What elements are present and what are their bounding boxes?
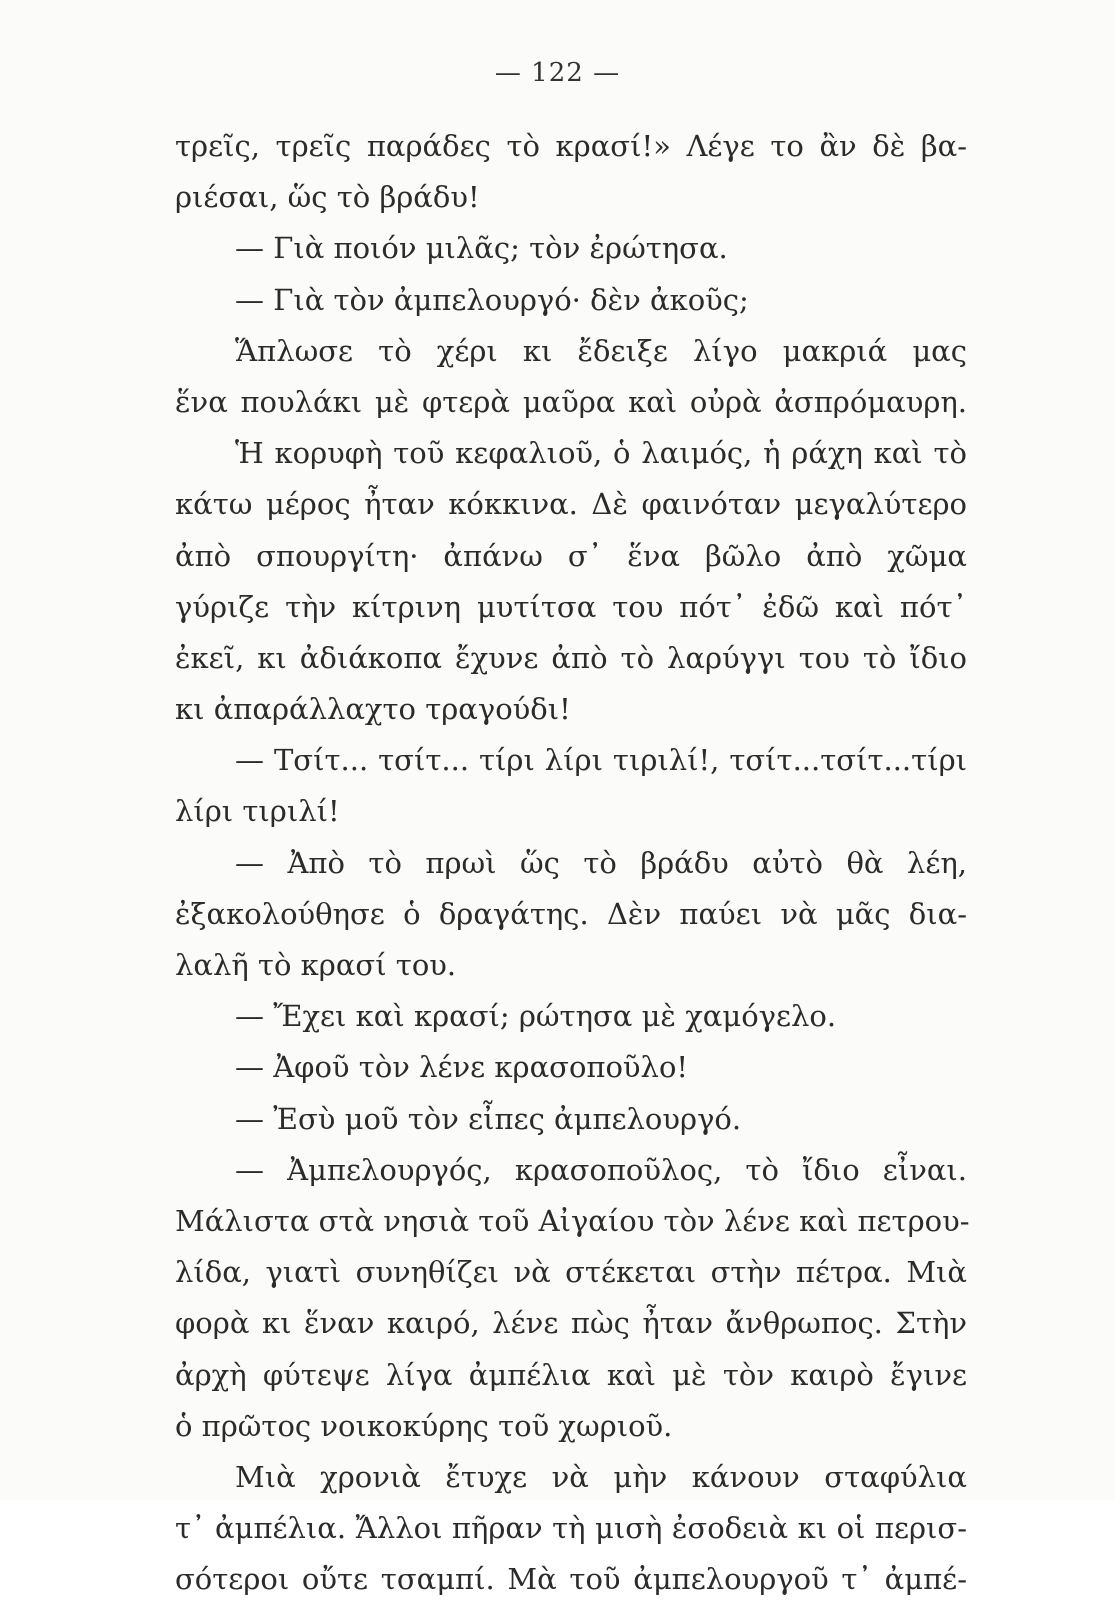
text-line: γύριζε τὴν κίτρινη μυτίτσα του πότ᾽ ἐδῶ καὶ πότ᾽: [175, 589, 967, 624]
dialog-line: — Ἀφοῦ τὸν λένε κρασοποῦλο!: [235, 1050, 689, 1085]
dialog-line: — Ἔχει καὶ κρασί; ρώτησα μὲ χαμόγελο.: [235, 999, 837, 1034]
text-line: κάτω μέρος ἦταν κόκκινα. Δὲ φαινόταν μεγαλύτερο: [175, 487, 967, 522]
text-line: κι ἀπαράλλαχτο τραγούδι!: [175, 692, 571, 727]
text-line: Μάλιστα στὰ νησιὰ τοῦ Αἰγαίου τὸν λένε καὶ πετρου-: [175, 1203, 970, 1238]
text-line: λίδα, γιατὶ συνηθίζει νὰ στέκεται στὴν πέτρα. Μιὰ: [175, 1255, 967, 1290]
text-line: ὁ πρῶτος νοικοκύρης τοῦ χωριοῦ.: [175, 1408, 673, 1443]
text-line: σότεροι οὔτε τσαμπί. Μὰ τοῦ ἀμπελουργοῦ τ᾽ ἀμπέ-: [175, 1562, 967, 1597]
dialog-line: — Ἀπὸ τὸ πρωὶ ὥς τὸ βράδυ αὐτὸ θὰ λέη,: [235, 845, 967, 880]
text-line: φορὰ κι ἕναν καιρό, λένε πὼς ἦταν ἄνθρωπος. Στὴν: [175, 1306, 967, 1341]
text-line: ἀπὸ σπουργίτη· ἀπάνω σ᾽ ἕνα βῶλο ἀπὸ χῶμα: [175, 538, 967, 573]
dialog-line: — Ἐσὺ μοῦ τὸν εἶπες ἀμπελουργό.: [235, 1101, 742, 1136]
text-line: λίρι τιριλί!: [175, 794, 340, 829]
dialog-line: — Γιὰ τὸν ἀμπελουργό· δὲν ἀκοῦς;: [235, 282, 749, 317]
dialog-line: — Ἀμπελουργός, κρασοποῦλος, τὸ ἴδιο εἶναι.: [235, 1152, 967, 1187]
dialog-line: — Γιὰ ποιόν μιλᾶς; τὸν ἐρώτησα.: [235, 231, 728, 266]
text-line: ριέσαι, ὥς τὸ βράδυ!: [175, 180, 480, 215]
text-line: ἐκεῖ, κι ἀδιάκοπα ἔχυνε ἀπὸ τὸ λαρύγγι του τὸ ἴδιο: [175, 640, 967, 675]
text-line: τ᾽ ἀμπέλια. Ἄλλοι πῆραν τὴ μισὴ ἐσοδειὰ κι οἱ περισ-: [175, 1511, 967, 1546]
text-line: Ἡ κορυφὴ τοῦ κεφαλιοῦ, ὁ λαιμός, ἡ ράχη καὶ τὸ: [235, 436, 967, 471]
text-line: ἀρχὴ φύτεψε λίγα ἀμπέλια καὶ μὲ τὸν καιρὸ ἔγινε: [175, 1357, 967, 1392]
body-text: [175, 126, 970, 1610]
dialog-line: — Τσίτ... τσίτ... τίρι λίρι τιριλί!, τσίτ...τσίτ...τίρι: [235, 743, 967, 778]
text-line: τρεῖς, τρεῖς παράδες τὸ κρασί!» Λέγε το ἂν δὲ βα-: [175, 129, 967, 163]
text-line: ἕνα πουλάκι μὲ φτερὰ μαῦρα καὶ οὐρὰ ἀσπρόμαυρη.: [175, 384, 967, 419]
text-line: λαλῆ τὸ κρασί του.: [175, 948, 457, 982]
text-line: Ἅπλωσε τὸ χέρι κι ἔδειξε λίγο μακριά μας: [235, 333, 967, 368]
text-line: Μιὰ χρονιὰ ἔτυχε νὰ μὴν κάνουν σταφύλια: [235, 1459, 967, 1494]
page-number: — 122 —: [494, 58, 621, 88]
text-line: ἐξακολούθησε ὁ δραγάτης. Δὲν παύει νὰ μᾶς δια-: [175, 896, 967, 931]
